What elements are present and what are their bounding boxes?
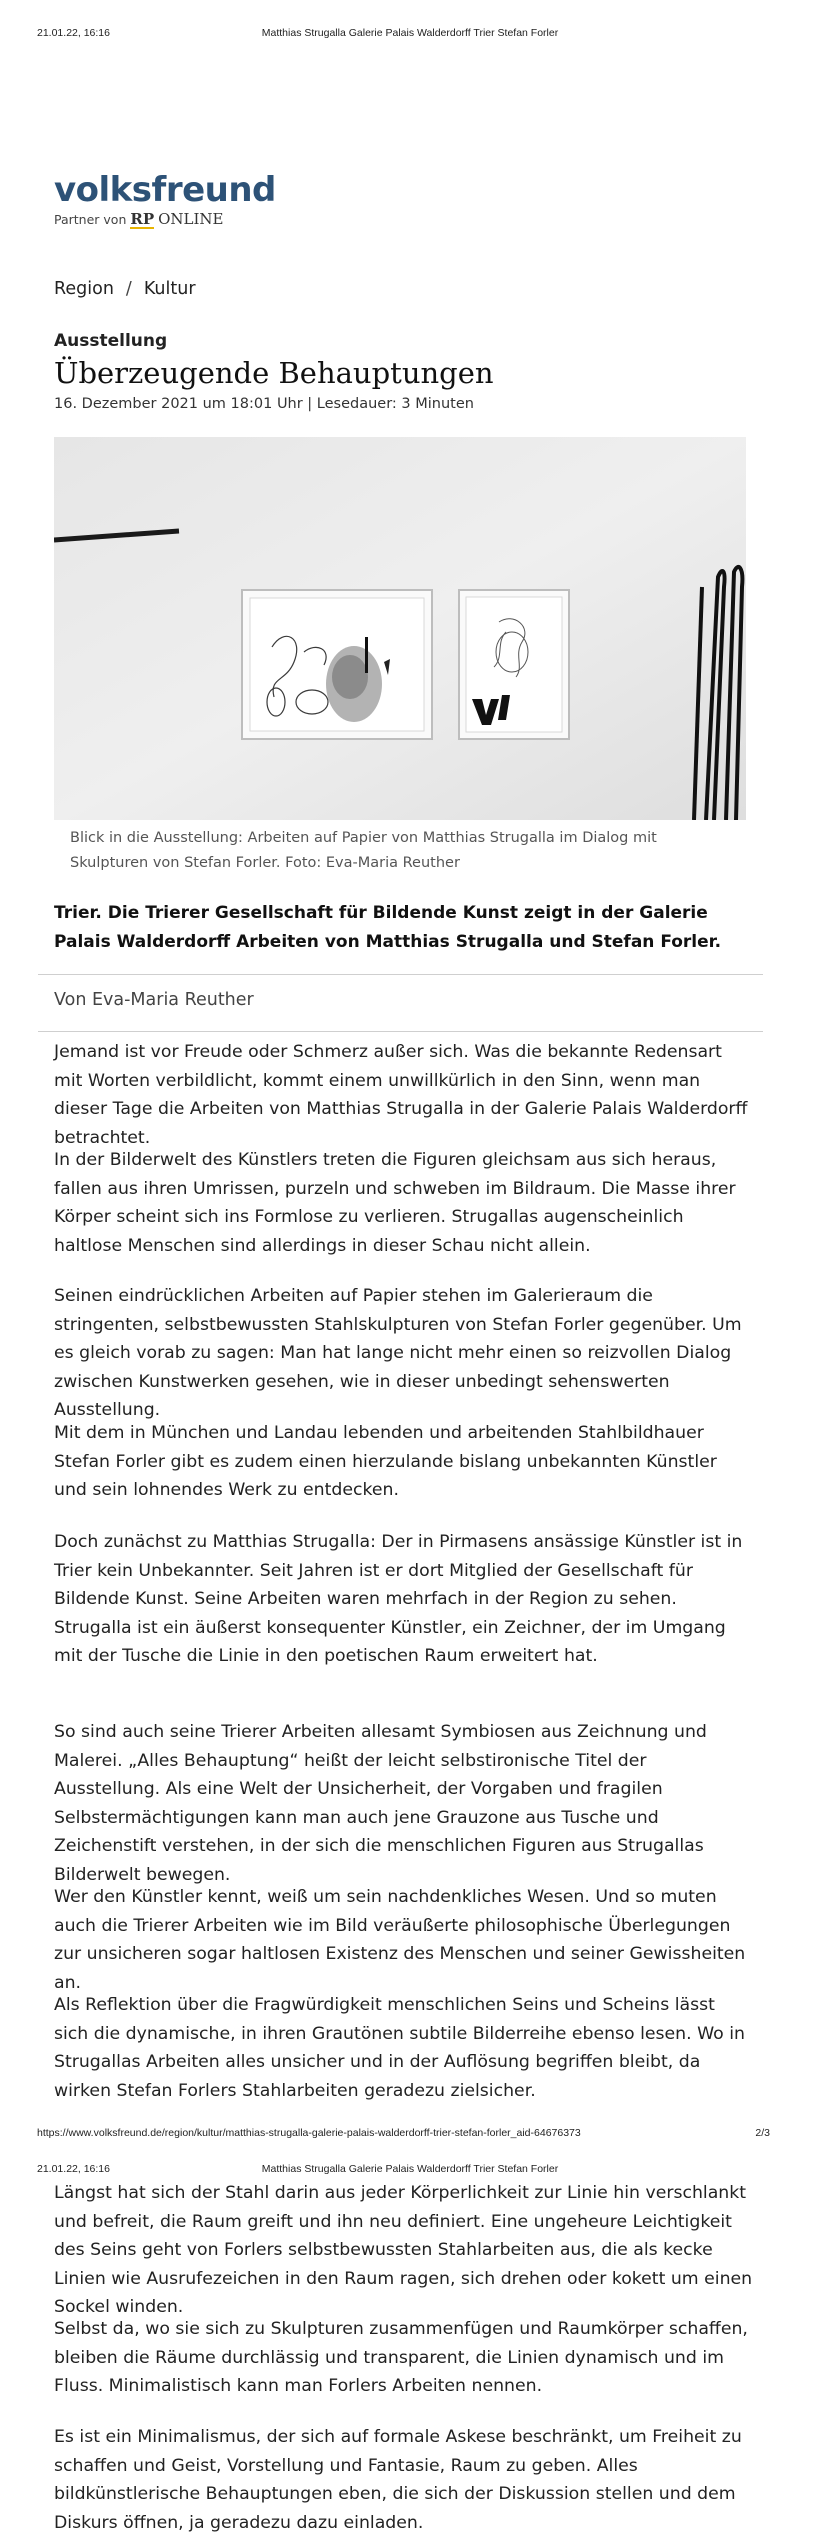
- partner-prefix: Partner von: [54, 212, 127, 227]
- paragraph: So sind auch seine Trierer Arbeiten allesamt Symbiosen aus Zeichnung und Malerei. „Alles Behauptung“ heißt der leicht selbstironische Titel der Ausstellung. Als eine Welt der Unsicherheit, der Vorgaben und fragilen Selbstermächtigungen kann man auch jene Grauzone aus Tusche und Zeichenstift verstehen, in der sich die menschlichen Figuren aus Strugallas Bilderwelt bewegen.: [54, 1722, 707, 1885]
- paragraph: Als Reflektion über die Fragwürdigkeit menschlichen Seins und Scheins lässt sich die dynamische, in ihren Grautönen subtile Bilderreihe ebenso lesen. Wo in Strugallas Arbeiten alles unsicher und in der Auflösung begriffen bleibt, da wirken Stefan Forlers Stahlarbeiten geradezu zielsicher.: [54, 1995, 746, 2101]
- article-title: Überzeugende Behauptungen: [54, 356, 494, 390]
- divider-bottom: [38, 1031, 763, 1032]
- divider-top: [38, 974, 763, 975]
- article-kicker: Ausstellung: [54, 331, 168, 351]
- paragraph: Selbst da, wo sie sich zu Skulpturen zusammenfügen und Raumkörper schaffen, bleiben die Räume durchlässig und transparent, die Linien dynamisch und im Fluss. Minimalistisch kann man Forlers Arbeiten nennen.: [54, 2319, 748, 2397]
- image-caption: Blick in die Ausstellung: Arbeiten auf Papier von Matthias Strugalla im Dialog mit Skulpturen von Stefan Forler. Foto: Eva-Maria Reuther: [70, 830, 657, 871]
- print-title: Matthias Strugalla Galerie Palais Walderdorff Trier Stefan Forler: [261, 27, 559, 39]
- site-logo[interactable]: [54, 172, 276, 229]
- paragraph: Es ist ein Minimalismus, der sich auf formale Askese beschränkt, um Freiheit zu schaffen und Geist, Vorstellung und Fantasie, Raum zu geben. Alles bildkünstlerische Behauptungen eben, die sich der Diskussion stellen und dem Diskurs öffnen, ja geradezu dazu einladen.: [54, 2427, 742, 2533]
- article-lead: Trier. Die Trierer Gesellschaft für Bildende Kunst zeigt in der Galerie Palais Walderdorff Arbeiten von Matthias Strugalla und Stefan Forler.: [54, 903, 722, 952]
- breadcrumb: [54, 279, 196, 299]
- breadcrumb-item-region[interactable]: Region: [54, 279, 114, 299]
- paragraph: Wer den Künstler kennt, weiß um sein nachdenkliches Wesen. Und so muten auch die Trierer Arbeiten wie im Bild veräußerte philosophische Überlegungen zur unsicheren sogar haltlosen Existenz des Menschen und seiner Gewissheiten an.: [54, 1887, 746, 1993]
- logo-brand: volksfreund: [54, 170, 276, 210]
- breadcrumb-item-kultur[interactable]: Kultur: [143, 279, 196, 299]
- print-date: 21.01.22, 16:16: [37, 27, 110, 39]
- article-author: Von Eva-Maria Reuther: [54, 990, 254, 1010]
- paragraph: Mit dem in München und Landau lebenden und arbeitenden Stahlbildhauer Stefan Forler gibt es zudem einen hierzulande bislang unbekannten Künstler und sein lohnendes Werk zu entdecken.: [54, 1423, 717, 1501]
- paragraph: Längst hat sich der Stahl darin aus jeder Körperlichkeit zur Linie hin verschlankt und befreit, die Raum greift und ihn neu definiert. Eine ungeheure Leichtigkeit des Seins geht von Forlers selbstbewussten Stahlarbeiten aus, die als kecke Linien wie Ausrufezeichen in den Raum ragen, sich drehen oder kokett um einen Sockel winden.: [54, 2183, 753, 2318]
- print-date-2: 21.01.22, 16:16: [37, 2163, 110, 2175]
- rp-logo: RP: [130, 210, 155, 228]
- page-number: 2/3: [755, 2127, 770, 2139]
- online-label: ONLINE: [158, 210, 224, 228]
- breadcrumb-separator: /: [125, 279, 132, 299]
- paragraph: Seinen eindrücklichen Arbeiten auf Papier stehen im Galerieraum die stringenten, selbstbewussten Stahlskulpturen von Stefan Forler gegenüber. Um es gleich vorab zu sagen: Man hat lange nicht mehr einen so reizvollen Dialog zwischen Kunstwerken gesehen, wie in dieser unbedingt sehenswerten Ausstellung.: [54, 1286, 742, 1421]
- paragraph: Doch zunächst zu Matthias Strugalla: Der in Pirmasens ansässige Künstler ist in Trier kein Unbekannter. Seit Jahren ist er dort Mitglied der Gesellschaft für Bildende Kunst. Seine Arbeiten waren mehrfach in der Region zu sehen. Strugalla ist ein äußerst konsequenter Künstler, ein Zeichner, der im Umgang mit der Tusche die Linie in den poetischen Raum erweitert hat.: [54, 1532, 743, 1667]
- article-meta: 16. Dezember 2021 um 18:01 Uhr | Lesedauer: 3 Minuten: [54, 396, 474, 412]
- paragraph: Jemand ist vor Freude oder Schmerz außer sich. Was die bekannte Redensart mit Worten verbildlicht, kommt einem unwillkürlich in den Sinn, wenn man dieser Tage die Arbeiten von Matthias Strugalla in der Galerie Palais Walderdorff betrachtet.: [54, 1042, 748, 1148]
- logo-partner: [54, 210, 276, 229]
- print-url: https://www.volksfreund.de/region/kultur/matthias-strugalla-galerie-palais-walderdorff-trier-stefan-forler_aid-64676373: [37, 2127, 581, 2139]
- exhibition-photo: [54, 437, 746, 820]
- paragraph: In der Bilderwelt des Künstlers treten die Figuren gleichsam aus sich heraus, fallen aus ihren Umrissen, purzeln und schweben im Bildraum. Die Masse ihrer Körper scheint sich ins Formlose zu verlieren. Strugallas augenscheinlich haltlose Menschen sind allerdings in dieser Schau nicht allein.: [54, 1150, 736, 1256]
- article-image[interactable]: [54, 437, 746, 820]
- print-title-2: Matthias Strugalla Galerie Palais Walderdorff Trier Stefan Forler: [261, 2163, 559, 2175]
